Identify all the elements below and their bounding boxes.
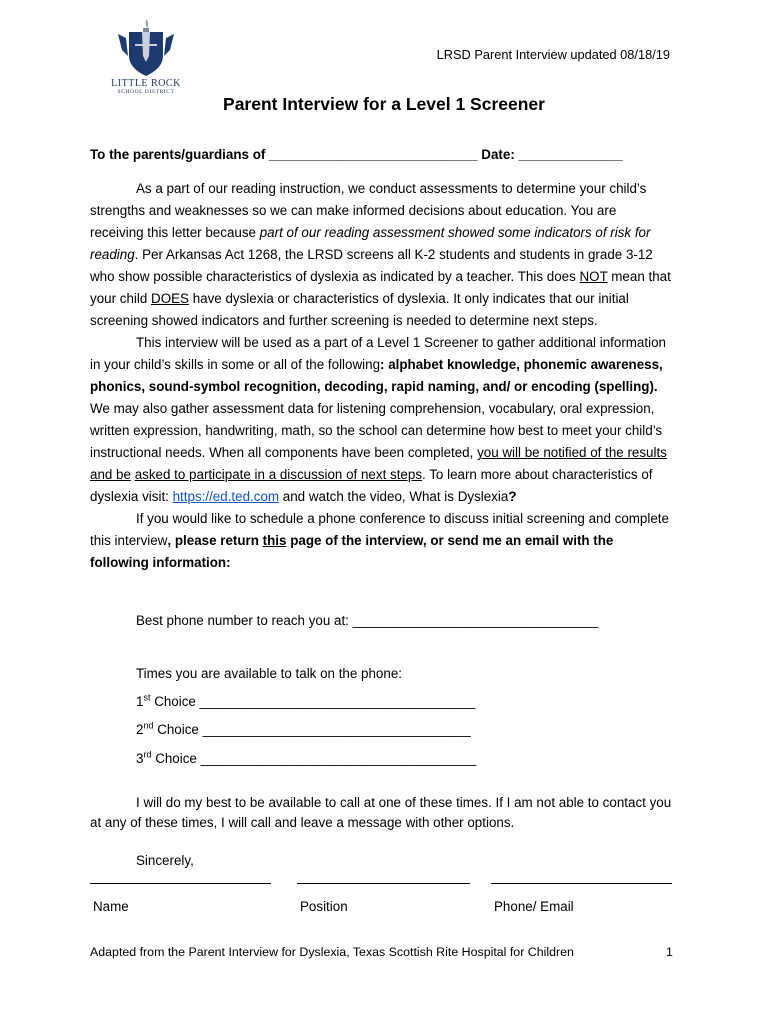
times-available-label: Times you are available to talk on the phone: xyxy=(136,666,402,681)
position-signature[interactable] xyxy=(297,883,470,918)
page-number: 1 xyxy=(666,945,673,959)
choice-3-field[interactable] xyxy=(136,748,476,770)
choice-number: 3 xyxy=(136,751,144,766)
letter-body xyxy=(90,178,672,574)
logo-subtitle: SCHOOL DISTRICT xyxy=(117,89,175,95)
underlined-text: asked to participate in a discussion of next steps xyxy=(134,467,423,482)
bold-text: , please return xyxy=(167,533,263,548)
bold-underlined-text: this xyxy=(262,533,287,548)
choice-ordinal: st xyxy=(143,692,151,703)
paragraph-interview-purpose xyxy=(90,332,672,508)
underlined-text: NOT xyxy=(579,269,608,284)
underlined-text: DOES xyxy=(151,291,189,306)
header-note: LRSD Parent Interview updated 08/18/19 xyxy=(436,47,670,62)
text-run: We may also gather assessment data for listening comprehension, vocabulary, oral expression, written expression, handwriting, math, so the school can determine how best to meet your child’s instructional needs. When all components have been completed, xyxy=(90,401,663,460)
text-run: and watch the video, What is Dyslexia xyxy=(279,489,509,504)
choice-number: 1 xyxy=(136,694,144,709)
choice-2-field[interactable] xyxy=(136,719,471,741)
text-run: . To learn more about characteristics of dyslexia visit: xyxy=(90,467,653,504)
choice-ordinal: rd xyxy=(143,749,152,760)
phone-email-label: Phone/ Email xyxy=(494,899,574,914)
closing-paragraph: I will do my best to be available to call at one of these times. If I am not able to contact you at any of these times, I will call and leave a message with other options. xyxy=(90,795,672,830)
footer-attribution: Adapted from the Parent Interview for Dyslexia, Texas Scottish Rite Hospital for Children xyxy=(90,945,574,959)
district-crest-icon xyxy=(116,16,176,78)
signature-line xyxy=(297,883,470,884)
choice-ordinal: nd xyxy=(143,720,154,731)
signature-line xyxy=(491,883,672,884)
bold-text: ? xyxy=(508,489,517,504)
logo-name: LITTLE ROCK xyxy=(111,78,181,89)
document-title: Parent Interview for a Level 1 Screener xyxy=(223,94,545,114)
to-parents-line: To the parents/guardians of ____________________________ Date: ______________ xyxy=(90,147,623,162)
text-run: If you would like to schedule a phone conference to discuss initial screening and complete this interview xyxy=(90,511,669,548)
paragraph-reading-assessment xyxy=(90,178,672,332)
text-run: This interview will be used as a part of a Level 1 Screener to gather additional information in your child’s skills in some or all of the following xyxy=(90,335,666,372)
choice-blank: Choice _____________________________________ xyxy=(150,694,476,709)
choice-1-field[interactable] xyxy=(136,691,475,713)
text-run: . Per Arkansas Act 1268, the LRSD screens all K-2 students and students in grade 3-12 who show possible characteristics of dyslexia as indicated by a teacher. This does xyxy=(90,247,653,284)
bold-text: : alphabet knowledge, phonemic awareness, phonics, sound-symbol recognition, decoding, rapid naming, and/ or encoding (spelling). xyxy=(90,357,663,394)
district-logo xyxy=(108,16,184,100)
text-run: have dyslexia or characteristics of dyslexia. It only indicates that our initial screening showed indicators and further screening is needed to determine next steps. xyxy=(90,291,629,328)
choice-blank: Choice _____________________________________ xyxy=(151,751,477,766)
name-label: Name xyxy=(93,899,129,914)
sincerely: Sincerely, xyxy=(136,853,194,868)
text-run: mean that your child xyxy=(90,269,671,306)
phone-email-signature[interactable] xyxy=(491,883,672,918)
choice-blank: Choice ____________________________________ xyxy=(153,722,471,737)
italic-text: part of our reading assessment showed some indicators of risk for reading xyxy=(90,225,651,262)
signature-row xyxy=(90,883,675,927)
underlined-text: you will be notified of the results and be xyxy=(90,445,667,482)
paragraph-schedule-conference xyxy=(90,508,672,574)
phone-number-field[interactable]: Best phone number to reach you at: _________________________________ xyxy=(136,613,599,628)
ted-link[interactable]: https://ed.ted.com xyxy=(172,489,280,504)
bold-text: page of the interview, or send me an email with the following information: xyxy=(90,533,614,570)
name-signature[interactable] xyxy=(90,883,271,918)
signature-line xyxy=(90,883,271,884)
position-label: Position xyxy=(300,899,348,914)
choice-number: 2 xyxy=(136,722,144,737)
text-run: As a part of our reading instruction, we conduct assessments to determine your child’s strengths and weaknesses so we can make informed decisions about education. You are receiving this letter because xyxy=(90,181,647,240)
